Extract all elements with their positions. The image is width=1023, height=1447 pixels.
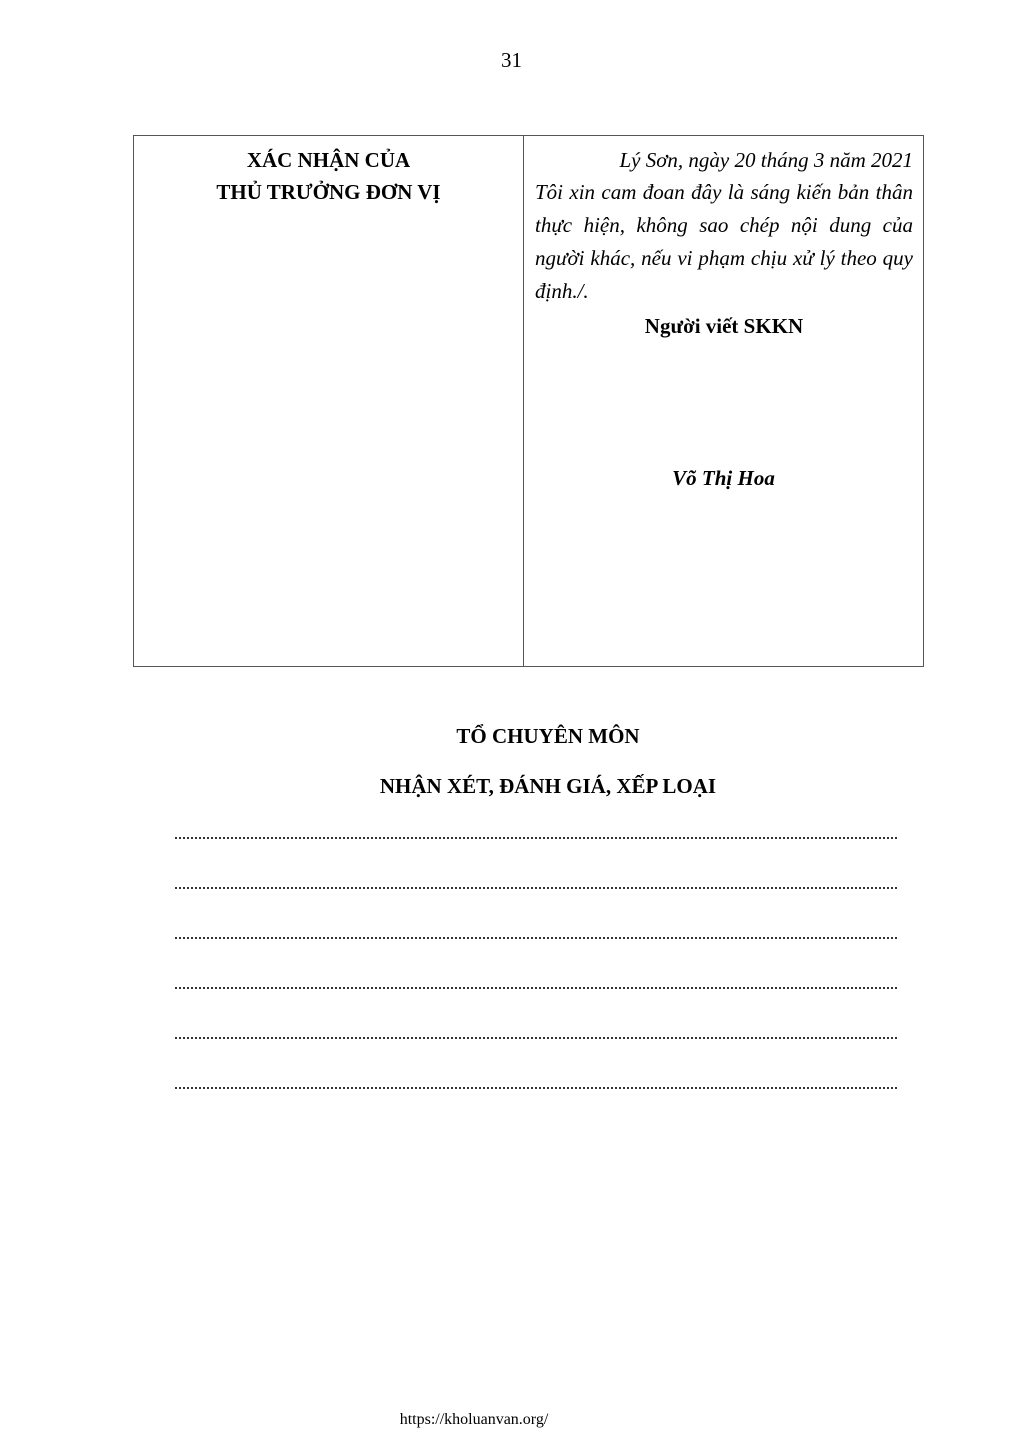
confirmation-heading-line2: THỦ TRƯỞNG ĐƠN VỊ xyxy=(216,180,441,204)
signature-table xyxy=(133,135,924,667)
author-cell xyxy=(524,136,923,666)
blank-dotted-line xyxy=(175,1076,897,1126)
writer-label: Người viết SKKN xyxy=(644,314,804,338)
footer-url: https://kholuanvan.org/ xyxy=(399,1411,549,1428)
review-blank-lines xyxy=(175,826,897,1126)
blank-dotted-line xyxy=(175,876,897,926)
blank-dotted-line xyxy=(175,1026,897,1076)
date-line: Lý Sơn, ngày 20 tháng 3 năm 2021 xyxy=(619,148,913,172)
blank-dotted-line xyxy=(175,926,897,976)
confirmation-cell xyxy=(134,136,524,666)
blank-dotted-line xyxy=(175,976,897,1026)
review-title-line2: NHẬN XÉT, ĐÁNH GIÁ, XẾP LOẠI xyxy=(379,774,717,798)
page-number: 31 xyxy=(501,48,522,72)
blank-dotted-line xyxy=(175,826,897,876)
review-title-line1: TỔ CHUYÊN MÔN xyxy=(456,724,640,748)
confirmation-heading-line1: XÁC NHẬN CỦA xyxy=(246,148,411,172)
commitment-text: Tôi xin cam đoan đây là sáng kiến bản thân thực hiện, không sao chép nội dung của người khác, nếu vi phạm chịu xử lý theo quy định./. xyxy=(535,180,913,303)
writer-name: Võ Thị Hoa xyxy=(672,466,775,490)
